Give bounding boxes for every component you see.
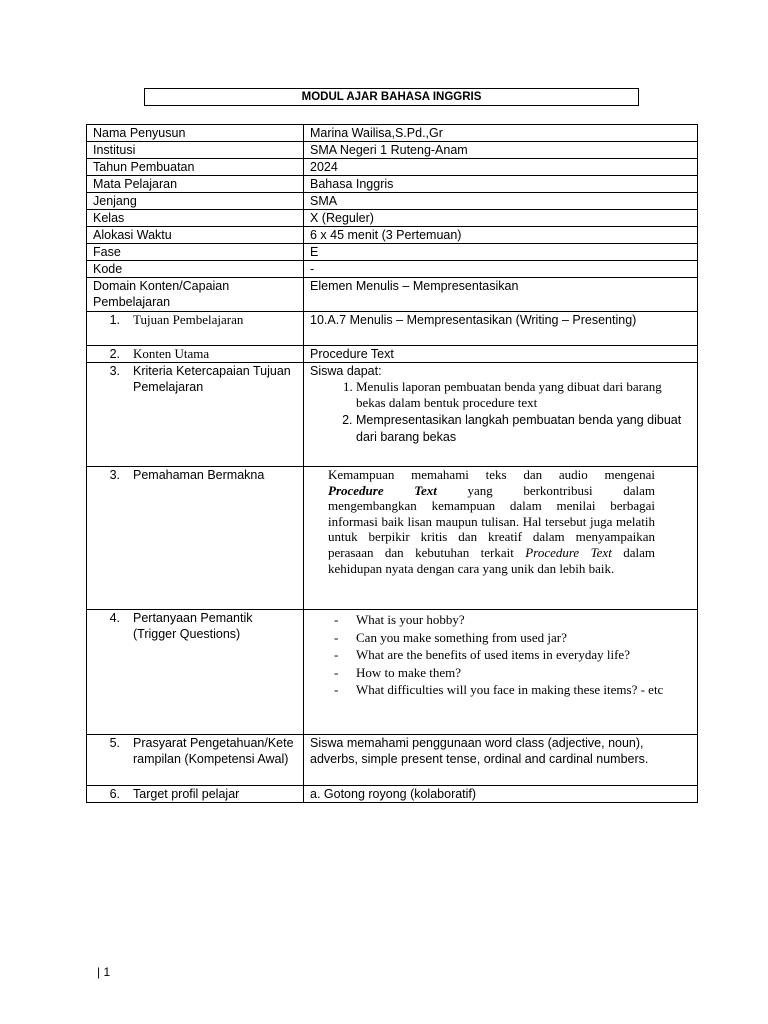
- table-row: [87, 142, 698, 159]
- row-label: Fase: [87, 244, 304, 261]
- row-label: Konten Utama: [133, 346, 210, 361]
- row-label: Kelas: [87, 210, 304, 227]
- row-value: 10.A.7 Menulis – Mempresentasikan (Writing – Presenting): [304, 312, 698, 346]
- item-number: 5.: [109, 736, 120, 750]
- row-value: E: [304, 244, 698, 261]
- table-row: [87, 261, 698, 278]
- page-number: | 1: [97, 965, 111, 979]
- table-row-pertanyaan: [87, 610, 698, 735]
- table-row-pemahaman: [87, 467, 698, 610]
- item-number: 3.: [109, 468, 120, 482]
- table-row: [87, 125, 698, 142]
- document-title: MODUL AJAR BAHASA INGGRIS: [144, 88, 639, 106]
- row-label: Tujuan Pembelajaran: [133, 312, 244, 327]
- table-row-profil: [87, 786, 698, 803]
- table-row: [87, 176, 698, 193]
- table-row: [87, 193, 698, 210]
- criteria-list: [310, 379, 691, 446]
- row-label: Target profil pelajar: [133, 787, 240, 801]
- list-item: - How to make them?: [356, 664, 677, 682]
- row-value: Siswa memahami penggunaan word class (adjective, noun), adverbs, simple present tense, ordinal and cardinal numbers.: [304, 735, 698, 786]
- row-value: 2024: [304, 159, 698, 176]
- item-number: 4.: [109, 611, 120, 625]
- row-label: Alokasi Waktu: [87, 227, 304, 244]
- list-item: - What are the benefits of used items in everyday life?: [356, 646, 677, 664]
- row-value: SMA Negeri 1 Ruteng-Anam: [304, 142, 698, 159]
- table-row-tujuan: [87, 312, 698, 346]
- item-number: 3.: [109, 364, 120, 378]
- row-label: Pertanyaan Pemantik: [133, 611, 253, 625]
- row-label: Prasyarat Pengetahuan/Keterampilan (Kompetensi Awal): [133, 736, 294, 766]
- row-label-sub: (Trigger Questions): [133, 627, 241, 641]
- table-row: [87, 227, 698, 244]
- row-value: SMA: [304, 193, 698, 210]
- table-row: [87, 159, 698, 176]
- list-item: 2. Mempresentasikan langkah pembuatan benda yang dibuat dari barang bekas: [356, 412, 691, 446]
- table-row: [87, 210, 698, 227]
- row-value: Marina Wailisa,S.Pd.,Gr: [304, 125, 698, 142]
- row-label: Kode: [87, 261, 304, 278]
- list-item: - What difficulties will you face in making these items? - etc: [356, 681, 677, 699]
- table-row: [87, 278, 698, 312]
- table-row-kriteria: [87, 363, 698, 467]
- list-item: - Can you make something from used jar?: [356, 629, 677, 647]
- row-value: Bahasa Inggris: [304, 176, 698, 193]
- row-label: Tahun Pembuatan: [87, 159, 304, 176]
- item-number: 1.: [109, 313, 120, 327]
- trigger-questions-list: [310, 611, 691, 699]
- list-item: 1. Menulis laporan pembuatan benda yang dibuat dari barang bekas dalam bentuk procedure text: [356, 379, 691, 411]
- table-row-prasyarat: [87, 735, 698, 786]
- row-value: a. Gotong royong (kolaboratif): [304, 786, 698, 803]
- row-label: Jenjang: [87, 193, 304, 210]
- module-info-table: [86, 124, 698, 803]
- item-number: 2.: [109, 347, 120, 361]
- table-row-konten: [87, 346, 698, 363]
- list-item: - What is your hobby?: [356, 611, 677, 629]
- row-label: Kriteria Ketercapaian Tujuan Pemelajaran: [133, 364, 291, 394]
- table-row: [87, 244, 698, 261]
- item-number: 6.: [109, 787, 120, 801]
- row-value: Procedure Text: [304, 346, 698, 363]
- row-label: Mata Pelajaran: [87, 176, 304, 193]
- row-label: Pemahaman Bermakna: [133, 468, 265, 482]
- criteria-intro: Siswa dapat:: [310, 364, 382, 378]
- row-value: Elemen Menulis – Mempresentasikan: [304, 278, 698, 312]
- row-label: Institusi: [87, 142, 304, 159]
- row-value: -: [304, 261, 698, 278]
- row-label: Domain Konten/Capaian Pembelajaran: [87, 278, 304, 312]
- meaningful-understanding-text: Kemampuan memahami teks dan audio mengenai Procedure Text yang berkontribusi dalam mengembangkan kemampuan dalam menilai berbagai informasi baik lisan maupun tulisan. Hal tersebut juga melatih untuk berpikir kritis dan kreatif dalam menyampaikan perasaan dan kebutuhan terkait Procedure Text dalam kehidupan nyata dengan cara yang unik dan lebih baik.: [328, 467, 656, 576]
- procedure-text-emphasis: Procedure Text: [328, 482, 437, 498]
- row-value: X (Reguler): [304, 210, 698, 227]
- row-label: Nama Penyusun: [87, 125, 304, 142]
- row-value: 6 x 45 menit (3 Pertemuan): [304, 227, 698, 244]
